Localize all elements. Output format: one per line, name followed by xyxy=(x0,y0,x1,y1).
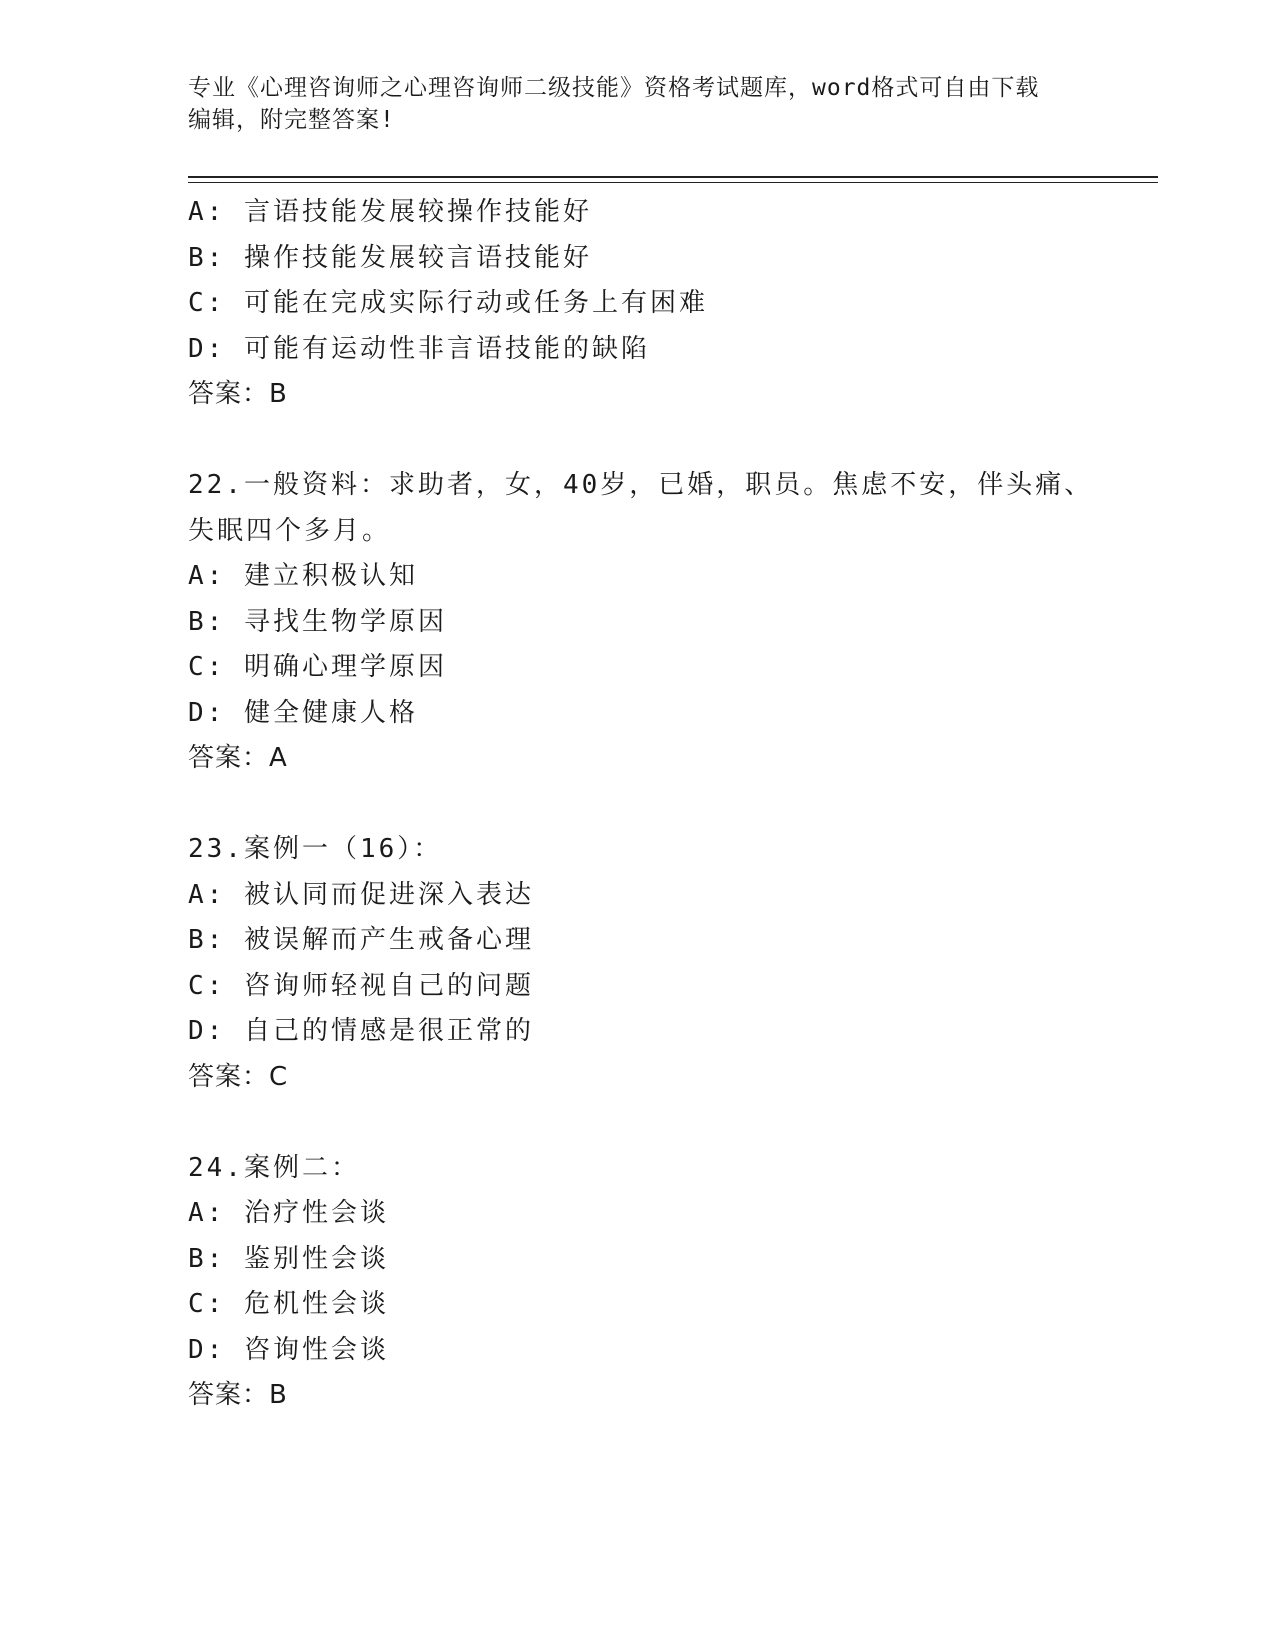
answer-line: 答案：B xyxy=(188,1380,288,1410)
question-block-22 xyxy=(188,463,1148,782)
option-c: C: 咨询师轻视自己的问题 xyxy=(188,970,534,1001)
option-a: A: 言语技能发展较操作技能好 xyxy=(188,197,592,227)
option-a: A: 建立积极认知 xyxy=(188,561,418,591)
option-b: B: 操作技能发展较言语技能好 xyxy=(188,242,592,273)
question-stem-line-1: 24.案例二： xyxy=(188,1152,360,1183)
question-block-21 xyxy=(188,190,1148,418)
question-list xyxy=(188,190,1148,1419)
option-b: B: 被误解而产生戒备心理 xyxy=(188,925,534,955)
answer-line: 答案：C xyxy=(188,1061,289,1092)
question-stem-line-2: 失眠四个多月。 xyxy=(188,515,392,546)
header-title-line-1: 专业《心理咨询师之心理咨询师二级技能》资格考试题库，word格式可自由下载 xyxy=(188,75,1040,101)
header-divider-thin xyxy=(188,182,1158,183)
option-c: C: 可能在完成实际行动或任务上有困难 xyxy=(188,288,708,318)
spacer xyxy=(188,782,1148,828)
answer-line: 答案：A xyxy=(188,743,288,773)
question-block-23 xyxy=(188,827,1148,1100)
option-b: B: 寻找生物学原因 xyxy=(188,606,447,637)
document-header xyxy=(188,72,1088,136)
option-d: D: 咨询性会谈 xyxy=(188,1334,389,1365)
question-stem-line-1: 22.一般资料：求助者，女，40岁，已婚，职员。焦虑不安，伴头痛、 xyxy=(188,470,1094,500)
option-d: D: 可能有运动性非言语技能的缺陷 xyxy=(188,333,650,364)
option-c: C: 明确心理学原因 xyxy=(188,652,447,682)
answer-line: 答案：B xyxy=(188,379,288,409)
option-d: D: 自己的情感是很正常的 xyxy=(188,1016,534,1046)
option-a: A: 治疗性会谈 xyxy=(188,1198,389,1228)
option-d: D: 健全健康人格 xyxy=(188,697,418,728)
spacer xyxy=(188,1100,1148,1146)
option-a: A: 被认同而促进深入表达 xyxy=(188,879,534,910)
option-c: C: 危机性会谈 xyxy=(188,1289,389,1319)
option-b: B: 鉴别性会谈 xyxy=(188,1243,389,1274)
question-block-24 xyxy=(188,1146,1148,1419)
question-stem-line-1: 23.案例一（16）： xyxy=(188,834,443,864)
spacer xyxy=(188,418,1148,464)
header-title-line-2: 编辑，附完整答案! xyxy=(188,107,395,133)
header-divider-thick xyxy=(188,176,1158,178)
